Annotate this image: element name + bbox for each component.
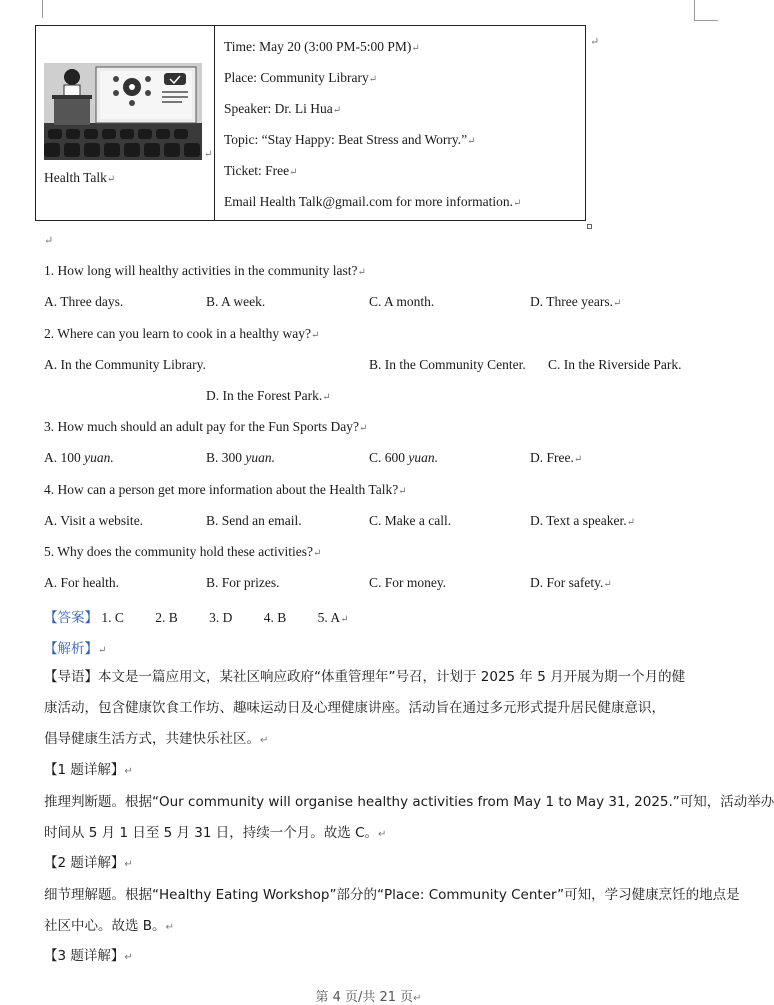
paragraph-mark: ↵ bbox=[332, 105, 342, 116]
option-d-text: D. Text a speaker. bbox=[530, 513, 627, 528]
paragraph-mark: ↵ bbox=[322, 392, 331, 403]
analysis-label: 【解析】 bbox=[44, 641, 98, 657]
info-line-time bbox=[224, 39, 420, 55]
paragraph-mark: ↵ bbox=[124, 952, 133, 963]
info-topic: Topic: “Stay Happy: Beat Stress and Worry.” bbox=[224, 132, 468, 147]
option-c-text: C. 600 bbox=[369, 450, 409, 465]
option-c: C. In the Riverside Park. bbox=[548, 357, 682, 372]
info-email: Email Health Talk@gmail.com for more information. bbox=[224, 194, 514, 209]
health-talk-image bbox=[44, 63, 202, 160]
option-d-text: D. Free. bbox=[530, 450, 574, 465]
detail-1 bbox=[44, 755, 774, 850]
detail-label bbox=[44, 848, 696, 880]
info-line-ticket bbox=[224, 163, 298, 179]
question-4-stem bbox=[44, 482, 407, 498]
detail-line bbox=[44, 911, 696, 943]
option-unit: yuan. bbox=[84, 450, 114, 465]
guide-line bbox=[44, 724, 696, 756]
page-corner-mark-top-left bbox=[42, 0, 43, 18]
answer-item: 1. C bbox=[101, 610, 124, 625]
option-d bbox=[530, 513, 635, 529]
paragraph-mark: ↵ bbox=[398, 486, 407, 497]
paragraph-mark: ↵ bbox=[358, 423, 368, 434]
paragraph-mark: ↵ bbox=[98, 645, 107, 656]
image-caption bbox=[44, 170, 115, 186]
question-2-stem bbox=[44, 326, 319, 342]
paragraph-mark: ↵ bbox=[573, 454, 583, 465]
page-corner-mark-top-right-h bbox=[694, 20, 718, 21]
question-stem-text: 4. How can a person get more information about the Health Talk? bbox=[44, 482, 399, 497]
question-1-stem bbox=[44, 263, 366, 279]
paragraph-mark: ↵ bbox=[411, 43, 420, 54]
info-table bbox=[35, 25, 586, 221]
paragraph-mark: ↵ bbox=[165, 922, 174, 933]
info-ticket: Ticket: Free bbox=[224, 163, 290, 178]
paragraph-mark: ↵ bbox=[311, 330, 320, 341]
option-unit: yuan. bbox=[245, 450, 276, 465]
page-footer bbox=[0, 986, 737, 1005]
option-a: A. In the Community Library. bbox=[44, 357, 206, 372]
question-stem-text: 3. How much should an adult pay for the Fun Sports Day? bbox=[44, 419, 359, 434]
option-a: A. For health. bbox=[44, 575, 119, 590]
paragraph-mark: ↵ bbox=[312, 548, 322, 559]
info-place: Place: Community Library bbox=[224, 70, 369, 85]
page-corner-mark-top-right bbox=[694, 0, 695, 20]
guide-paragraph bbox=[44, 662, 696, 756]
paragraph-mark: ↵ bbox=[44, 235, 54, 247]
info-time: Time: May 20 (3:00 PM-5:00 PM) bbox=[224, 39, 412, 54]
detail-line bbox=[44, 818, 696, 850]
question-stem-text: 1. How long will healthy activities in the community last? bbox=[44, 263, 358, 278]
detail-label-text: 【3 题详解】 bbox=[44, 948, 125, 964]
answer-item: 4. B bbox=[263, 610, 287, 625]
image-caption-text: Health Talk bbox=[44, 170, 107, 185]
paragraph-mark: ↵ bbox=[289, 167, 298, 178]
option-d-text: D. Three years. bbox=[530, 294, 613, 309]
option-b: B. In the Community Center. bbox=[369, 357, 526, 372]
option-a bbox=[44, 450, 114, 466]
paragraph-mark: ↵ bbox=[603, 579, 612, 590]
paragraph-mark: ↵ bbox=[612, 298, 622, 309]
info-line-speaker bbox=[224, 101, 341, 117]
info-speaker: Speaker: Dr. Li Hua bbox=[224, 101, 333, 116]
page-number: 第 4 页/共 21 页 bbox=[315, 990, 414, 1005]
option-b: B. A week. bbox=[206, 294, 266, 309]
paragraph-mark: ↵ bbox=[106, 174, 116, 185]
guide-line: 【导语】本文是一篇应用文，某社区响应政府“体重管理年”号召，计划于 2025 年 5 月开展为期一个月的健 bbox=[44, 669, 686, 685]
info-table-image-cell bbox=[36, 26, 215, 220]
info-line-email bbox=[224, 194, 521, 210]
option-b: B. Send an email. bbox=[206, 513, 302, 528]
option-c: C. A month. bbox=[369, 294, 435, 309]
analysis-heading bbox=[44, 637, 106, 657]
answer-label: 【答案】 bbox=[44, 610, 98, 626]
answer-item: 2. B bbox=[155, 610, 178, 625]
detail-2 bbox=[44, 848, 740, 943]
paragraph-mark: ↵ bbox=[467, 136, 476, 147]
answer-line bbox=[44, 606, 349, 626]
paragraph-mark: ↵ bbox=[378, 829, 387, 840]
option-b: B. For prizes. bbox=[206, 575, 280, 590]
paragraph-mark: ↵ bbox=[368, 74, 378, 85]
option-c bbox=[369, 450, 438, 466]
guide-line-text: 倡导健康生活方式，共建快乐社区。 bbox=[44, 731, 260, 747]
option-a: A. Three days. bbox=[44, 294, 124, 309]
detail-label-text: 【1 题详解】 bbox=[44, 762, 125, 778]
info-line-place bbox=[224, 70, 377, 86]
question-2-option-d-line bbox=[206, 388, 331, 404]
option-d bbox=[530, 575, 612, 591]
option-d: D. In the Forest Park. bbox=[206, 388, 323, 403]
option-a: A. Visit a website. bbox=[44, 513, 144, 528]
question-3-stem bbox=[44, 419, 367, 435]
paragraph-mark: ↵ bbox=[590, 36, 600, 48]
info-line-topic bbox=[224, 132, 476, 148]
paragraph-mark: ↵ bbox=[626, 517, 636, 528]
paragraph-mark: ↵ bbox=[413, 993, 422, 1004]
detail-line-text: 时间从 5 月 1 日至 5 月 31 日，持续一个月。故选 C。 bbox=[44, 825, 378, 841]
detail-label-text: 【2 题详解】 bbox=[44, 855, 125, 871]
paragraph-mark: ↵ bbox=[204, 149, 213, 160]
detail-line: 推理判断题。根据“Our community will organise healthy activities from May 1 to May 31, 2025.”可知，活动举办 bbox=[44, 794, 774, 810]
question-5-stem bbox=[44, 544, 321, 560]
option-d bbox=[530, 294, 621, 310]
table-resize-handle[interactable] bbox=[587, 224, 592, 229]
answer-item: 5. A bbox=[317, 610, 341, 625]
question-stem-text: 2. Where can you learn to cook in a healthy way? bbox=[44, 326, 312, 341]
detail-line: 细节理解题。根据“Healthy Eating Workshop”部分的“Place: Community Center”可知，学习健康烹饪的地点是 bbox=[44, 887, 740, 903]
detail-label bbox=[44, 941, 696, 973]
detail-line-text: 社区中心。故选 B。 bbox=[44, 918, 166, 934]
guide-line: 康活动，包含健康饮食工作坊、趣味运动日及心理健康讲座。活动旨在通过多元形式提升居民健康意识， bbox=[44, 700, 665, 716]
detail-3 bbox=[44, 941, 696, 973]
option-d bbox=[530, 450, 582, 466]
option-c: C. Make a call. bbox=[369, 513, 452, 528]
option-unit: yuan. bbox=[408, 450, 439, 465]
paragraph-mark: ↵ bbox=[124, 766, 133, 777]
answer-item: 3. D bbox=[209, 610, 233, 625]
option-d-text: D. For safety. bbox=[530, 575, 604, 590]
option-b bbox=[206, 450, 275, 466]
paragraph-mark: ↵ bbox=[340, 614, 349, 625]
paragraph-mark: ↵ bbox=[124, 859, 133, 870]
option-a-text: A. 100 bbox=[44, 450, 85, 465]
paragraph-mark: ↵ bbox=[260, 735, 269, 746]
paragraph-mark: ↵ bbox=[357, 267, 366, 278]
option-b-text: B. 300 bbox=[206, 450, 246, 465]
detail-label bbox=[44, 755, 696, 787]
paragraph-mark: ↵ bbox=[513, 198, 522, 209]
question-stem-text: 5. Why does the community hold these activities? bbox=[44, 544, 313, 559]
option-c: C. For money. bbox=[369, 575, 447, 590]
